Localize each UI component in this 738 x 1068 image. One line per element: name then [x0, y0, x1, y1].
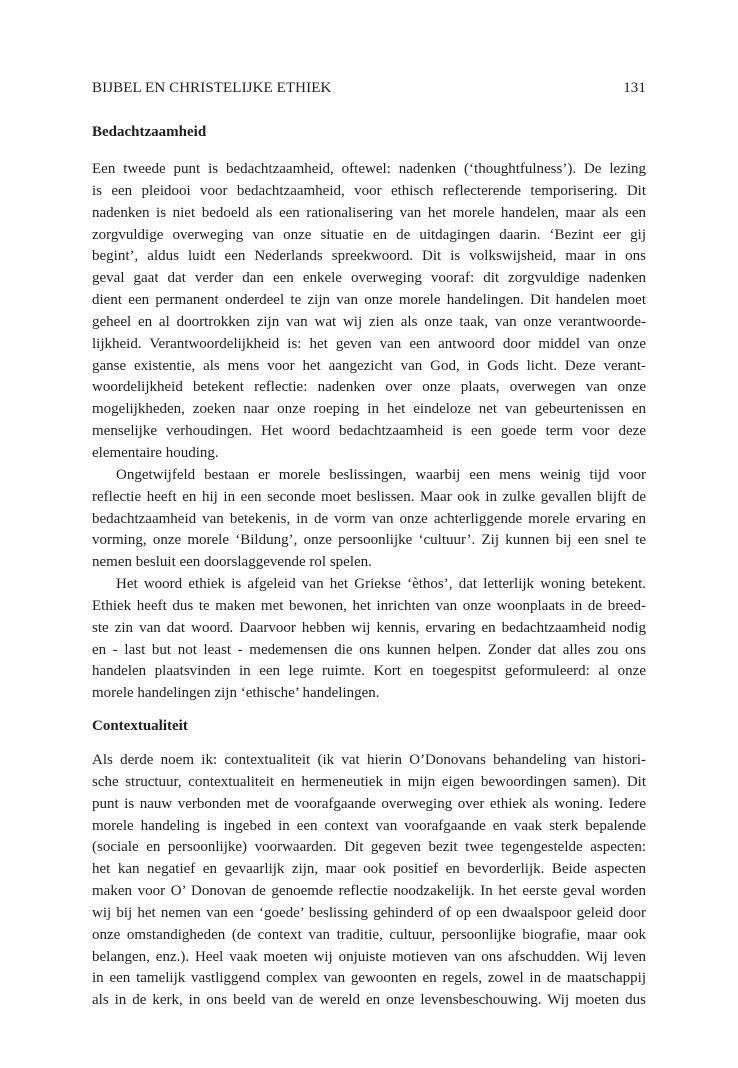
- text-line: geval gaat dat verder dan een enkele overweging vooraf: dit zorgvuldige nadenken: [92, 270, 646, 287]
- text-line: dient een permanent onderdeel te zijn van onze morele handelingen. Dit handelen moet: [92, 292, 646, 309]
- text-line: sche structuur, contextualiteit en hermeneutiek in mijn eigen bewoordingen samen). Dit: [92, 773, 646, 790]
- text-line: geheel en al doortrokken zijn van wat wij zien als onze taak, van onze verantwoorde-: [92, 313, 646, 330]
- text-line: nadenken is niet bedoeld als een rationalisering van het morele handelen, maar als een: [92, 204, 646, 221]
- section-heading-contextualiteit: Contextualiteit: [92, 718, 188, 734]
- text-line: menselijke verhoudingen. Het woord bedachtzaamheid is een goede term voor deze: [92, 423, 646, 440]
- text-line: is een pleidooi voor bedachtzaamheid, voor ethisch reflecterende temporisering. Dit: [92, 182, 646, 199]
- text-line: Ethiek heeft dus te maken met bewonen, het inrichten van onze woonplaats in de breed-: [92, 597, 646, 614]
- text-line: handelen plaatsvinden in een lege ruimte. Kort en toegespitst geformuleerd: al onze: [92, 663, 646, 680]
- text-line: morele handeling is ingebed in een context van voorafgaande en vaak sterk bepalende: [92, 817, 646, 834]
- text-line: als in de kerk, in ons beeld van de wereld en onze levensbeschouwing. Wij moeten dus: [92, 992, 646, 1009]
- text-line: Als derde noem ik: contextualiteit (ik vat hierin O’Donovans behandeling van histori-: [92, 752, 646, 768]
- section-body-contextualiteit: [92, 750, 646, 1012]
- text-line: nemen besluit een doorslaggevende rol spelen.: [92, 554, 372, 571]
- page-number: 131: [623, 80, 646, 96]
- text-line: begint’, aldus luidt een Nederlands spreekwoord. Dit is volkswijsheid, maar in ons: [92, 248, 646, 265]
- text-line: zorgvuldige overweging van onze situatie en de uitdagingen daarin. ‘Bezint eer gij: [92, 226, 646, 243]
- text-line: maken voor O’ Donovan de genoemde reflectie noodzakelijk. In het eerste geval worden: [92, 883, 646, 900]
- text-line: wij bij het nemen van een ‘goede’ beslissing gehinderd of op een dwaalspoor geleid door: [92, 904, 646, 921]
- text-line: (sociale en persoonlijke) voorwaarden. Dit gegeven bezit twee tegengestelde aspecten:: [92, 839, 646, 856]
- text-line: lijkheid. Verantwoordelijkheid is: het geven van een antwoord door middel van onze: [92, 335, 646, 352]
- text-line: elementaire houding.: [92, 444, 219, 461]
- text-line: woordelijkheid betekent reflectie: nadenken over onze plaats, overwegen van onze: [92, 379, 646, 396]
- text-line: bedachtzaamheid van betekenis, in de vorm van onze achterliggende morele ervaring en: [92, 510, 646, 527]
- text-line: het kan negatief en gevaarlijk zijn, maar ook positief en bevorderlijk. Beide aspecten: [92, 861, 646, 878]
- text-line: Ongetwijfeld bestaan er morele beslissingen, waarbij een mens weinig tijd voor: [116, 466, 646, 483]
- running-head-title: BIJBEL EN CHRISTELIJKE ETHIEK: [92, 80, 332, 96]
- text-line: Een tweede punt is bedachtzaamheid, oftewel: nadenken (‘thoughtfulness’). De lezing: [92, 161, 646, 177]
- text-line: onze omstandigheden (de context van traditie, cultuur, persoonlijke biografie, maar ook: [92, 926, 646, 943]
- text-line: ganse existentie, als mens voor het aangezicht van God, in Gods licht. Deze verant-: [92, 357, 646, 374]
- text-line: morele handelingen zijn ‘ethische’ handelingen.: [92, 685, 380, 702]
- text-line: in een tamelijk vastliggend complex van gewoonten en regels, zowel in de maatschappij: [92, 970, 646, 987]
- section-heading-bedachtzaamheid: Bedachtzaamheid: [92, 124, 207, 140]
- text-line: ste zin van dat woord. Daarvoor hebben wij kennis, ervaring en bedachtzaamheid nodig: [92, 619, 646, 636]
- text-line: Het woord ethiek is afgeleid van het Griekse ‘èthos’, dat letterlijk woning betekent.: [116, 576, 646, 593]
- text-line: mogelijkheden, zoeken naar onze roeping in het eindeloze net van gebeurtenissen en: [92, 401, 646, 418]
- text-line: reflectie heeft en hij in een seconde moet beslissen. Maar ook in zulke gevallen blijft de: [92, 488, 646, 505]
- section-body-bedachtzaamheid: [92, 159, 646, 705]
- text-line: belangen, enz.). Heel vaak moeten wij onjuiste motieven van ons afschudden. Wij leven: [92, 948, 646, 965]
- text-line: vorming, onze morele ‘Bildung’, onze persoonlijke ‘cultuur’. Zij kunnen bij een snel te: [92, 532, 646, 549]
- text-line: en - last but not least - medemensen die ons kunnen helpen. Zonder dat alles zou ons: [92, 641, 646, 658]
- text-line: punt is nauw verbonden met de voorafgaande overweging over ethiek als woning. Iedere: [92, 795, 646, 812]
